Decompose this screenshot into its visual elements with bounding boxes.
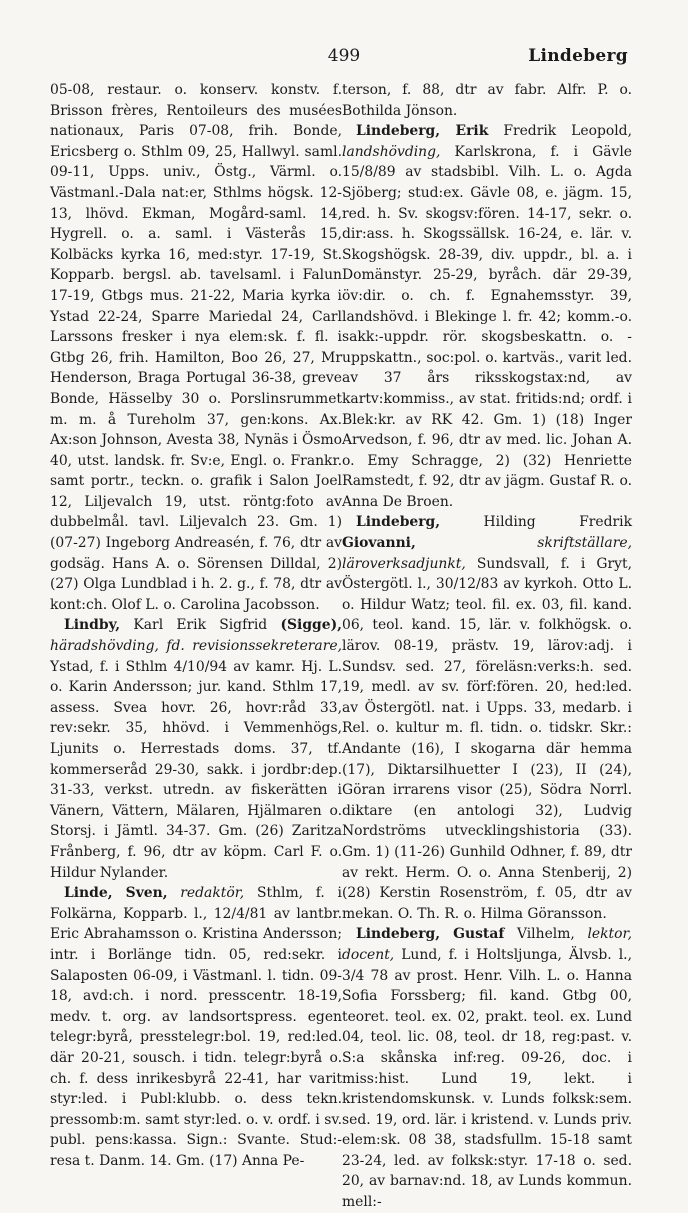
entry-given-names: Vilhelm, [516,926,575,943]
entry-given-names: Hilding Fredrik [483,514,632,531]
entry-occupation: häradshövding, fd. revisionssekreterare, [50,638,342,655]
entry-given-names: Fredrik Leopold, [503,123,632,140]
entry-headword: Linde, Sven, [64,885,168,902]
entry-lindeberg-hilding [342,512,632,924]
entry-lindby [50,615,342,883]
entry-headword: Lindeberg, Gustaf [356,926,505,943]
running-head: Lindeberg [528,46,628,66]
entry-callname: Giovanni, [342,535,416,552]
entry-body: Ystad, f. i Sthlm 4/10/94 av kamr. Hj. L. o. Karin Andersson; jur. kand. Sthlm 17, assess. Svea hovr. 26, hovr:råd 33, rev:sekr. 35, hhövd. i Vemmenhögs, Ljunits o. Herrestads doms. 37, tf. kommerseråd 29-30, sakk. i jordbr:dep. 31-33, verkst. utredn. av fiskerätten i Vänern, Vättern, Mälaren, Hjälmaren o. Storsj. i Jämtl. 34-37. Gm. (26) Zaritza Frånberg, f. 96, dtr av köpm. Carl F. o. Hildur Nylander. [50,658,342,881]
entry-headword: Lindeberg, [356,514,441,531]
entry-headword: Lindby, [64,617,121,634]
entry-callname: (Sigge), [280,617,342,634]
entry-occupation: lektor, docent, [342,926,633,963]
entry-continued-text: 05-08, restaur. o. konserv. konstv. f. Brisson frères, Rentoileurs des musées nationaux, Paris 07-08, frih. Bonde, Ericsberg o. Sthlm 09, 25, Hallwyl. saml. 09-11, Upps. univ., Östg., Värml. o. Västmanl.-Dala nat:er, Sthlms högsk. 12-13, lhövd. Ekman, Mogård-saml. 14, Hygrell. o. a. saml. i Västerås 15, Kolbäcks kyrka 16, med:styr. 17-19, St. Kopparb. bergsl. ab. tavelsaml. i Falun 17-19, Gtbgs mus. 21-22, Maria kyrka i Ystad 22-24, Sparre Mariedal 24, Carl Larssons fresker i nya elem:sk. f. fl. i Gtbg 26, frih. Hamilton, Boo 26, 27, Mr Henderson, Braga Portugal 36-38, greve Bonde, Hässelby 30 o. Porslinsrummet m. m. å Tureholm 37, gen:kons. Ax. Ax:son Johnson, Avesta 38, Nynäs i Ösmo 40, utst. landsk. fr. Sv:e, Engl. o. Frankr. samt portr., teckn. o. grafik i Salon Joel 12, Liljevalch 19, utst. röntg:foto av dubbelmål. tavl. Liljevalch 23. Gm. 1) (07-27) Ingeborg Andreasén, f. 76, dtr av godsäg. Hans A. o. Sörensen Dilldal, 2) (27) Olga Lundblad i h. 2. g., f. 78, dtr av kont:ch. Olof L. o. Carolina Jacobsson. [50,82,342,613]
entry-occupation: landshövding, [342,143,441,160]
entry-body: Sthlm, f. i Folkärna, Kopparb. l., 12/4/81 av lantbr. Eric Abrahamsson o. Kristina Andersson; intr. i Borlänge tidn. 05, red:sekr. i Salaposten 06-09, i Västmanl. l. tidn. 09-18, avd:ch. i nord. presscentr. 18-19, medv. t. org. av landsortspress. egen telegr:byrå, presstelegr:bol. 19, red:led. där 20-21, sousch. i tidn. telegr:byrå o. ch. f. dess inrikesbyrå 22-41, har varit styr:led. i Publ:klubb. o. dess tekn. pressomb:m. samt styr:led. o. v. ordf. i sv. publ. pens:kassa. Sign.: Svante. Stud:-resa t. Danm. 14. Gm. (17) Anna Pe- [50,885,342,1169]
entry-body: Lund, f. i Holtsljunga, Älvsb. l., 3/4 78 av prost. Henr. Vilh. L. o. Hanna Sofia Forssberg; fil. kand. Gtbg 00, teoret. teol. ex. 02, prakt. teol. ex. Lund 04, teol. lic. 08, teol. dr 18, reg:past. v. S:a skånska inf:reg. 09-26, doc. i miss:hist. Lund 19, lekt. i kristendomskunsk. v. Lunds folksk:sem. sed. 19, ord. lär. i kristend. v. Lunds priv. elem:sk. 08 38, stadsfullm. 15-18 samt 23-24, led. av folksk:styr. 17-18 o. sed. 20, av barnav:nd. 18, av Lunds kommun. mell:- [342,946,632,1211]
entry-lindeberg-erik [342,121,632,512]
entry-given-names: Karl Erik Sigfrid [133,617,268,634]
entry-continued-text: terson, f. 88, dtr av fabr. Alfr. P. o. Bothilda Jönson. [342,82,632,119]
page-number: 499 [327,46,361,66]
entry-body: Karlskrona, f. i Gävle 15/8/89 av stadsbibl. Vilh. L. o. Agda Sjöberg; stud:ex. Gävle 08, e. jägm. 15, red. h. Sv. skogsv:fören. 14-17, sekr. o. dir:ass. h. Skogssällsk. 16-24, e. lär. v. Skogshögsk. 28-39, div. uppdr., bl. a. i Domänstyr. 25-29, byråch. där 29-39, öv:dir. o. ch. f. Egnahemsstyr. 39, landshövd. i Blekinge l. fr. 42; komm.-o. sakk:-uppdr. rör. skogsbeskattn. o. -uppskattn., soc:pol. o. kartväs., varit led. av 37 års riksskogstax:nd, av kartv:kommiss., av stat. fritids:nd; ordf. i Blek:kr. av RK 42. Gm. 1) (18) Inger Arvedson, f. 96, dtr av med. lic. Johan A. o. Emy Schragge, 2) (32) Henriette Ramstedt, f. 92, dtr av jägm. Gustaf R. o. Anna De Broen. [342,143,632,510]
entry-linde [50,883,342,1171]
entry-occupation: redaktör, [180,885,245,902]
entry-headword: Lindeberg, Erik [356,123,489,140]
left-column [50,80,342,1171]
right-column [342,80,632,1213]
entry-occupation: skriftställare, läroverksadjunkt, [342,535,632,572]
entry-lindeberg-gustaf [342,924,632,1212]
entry-body: Sundsvall, f. i Gryt, Östergötl. l., 30/12/83 av kyrkoh. Otto L. o. Hildur Watz; teol. fil. ex. 03, fil. kand. 06, teol. kand. 15, lär. v. folkhögsk. o. lärov. 08-19, prästv. 19, lärov:adj. i Sundsv. sed. 27, föreläsn:verks:h. sed. 19, medl. av sv. förf:fören. 20, hed:led. av Östergötl. nat. i Upps. 33, medarb. i Rel. o. kultur m. fl. tidn. o. tidskr. Skr.: Andante (16), I skogarna där hemma (17), Diktarsilhuetter I (23), II (24), Göran irrarens visor (25), Södra Norrl. diktare (en antologi 32), Ludvig Nordströms utvecklingshistoria (33). Gm. 1) (11-26) Gunhild Odhner, f. 89, dtr av rekt. Herm. O. o. Anna Stenberij, 2) (28) Kerstin Rosenström, f. 05, dtr av mekan. O. Th. R. o. Hilma Göransson. [342,555,632,922]
